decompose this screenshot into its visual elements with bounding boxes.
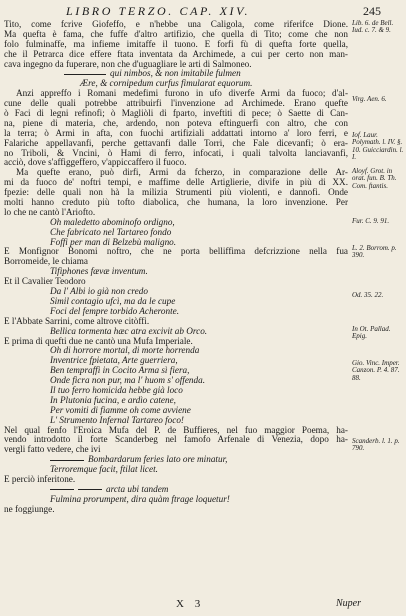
verse-line: In Plutonia fucina, e ardìo catene, [50, 395, 176, 405]
margin-note: Aloyf. Grot. in orat. fun. B. Th. Com. ftantis. [352, 167, 397, 190]
text-line: Tito, come fcrive Giofeffo, e n'hebbe una Caligola, come riferifce Dione. [4, 20, 348, 29]
margin-note: Scanderb. l. 1. p. 790. [352, 437, 400, 453]
text-line: cune delle quali potrebbe attribuirfi l'invenzione ad Archimede. Erano quefte [4, 99, 348, 109]
running-header [0, 4, 406, 20]
verse-line: Fulmina prorumpent, dira quàm ftrage loquetur! [50, 494, 230, 504]
text-line: E Monfignor Bonomi noftro, che ne porta belliffima defcrizzione nella fua [4, 247, 348, 257]
text-line: ne foggiunge. [4, 504, 55, 514]
text-line: ò Faci di legni refinofi; ò Magliòli di fparto, inveftiti di pece; ò Saette di Can- [4, 109, 348, 119]
running-title: LIBRO TERZO. CAP. XIV. [66, 4, 251, 18]
margin-note: Iof. Laur. Polymath. l. IV. §. 10. Guicciardin. l. I. [352, 131, 404, 162]
margin-note: Lib. 6. de Bell. Iud. c. 7. & 9. [352, 19, 394, 35]
verse-line: Il tuo ferro homicida hebbe già loco [50, 385, 183, 395]
omission-dash [64, 74, 106, 75]
verse-line: Terroremque facit, ftilat licet. [50, 465, 158, 475]
margin-note: L. 2. Borrom. p. 390. [352, 244, 397, 260]
text-line: E perciò inferitone. [4, 474, 76, 484]
verse-line: Da l' Albi io già non credo [50, 287, 148, 297]
verse-line: Che fabricato nel Tartareo fondo [50, 227, 172, 237]
verse-line: Oh maledetto abominofo ordigno, [50, 217, 175, 227]
margin-note: Od. 35. 22. [352, 291, 384, 299]
text-line: Ma quefta è fama, che fuffe d'altro artifizio, che quella di Tito; come che non [4, 29, 348, 39]
margin-note: In Ot. Pallad. Epig. [352, 325, 391, 341]
text-line: na, piene di materia, che, ardendo, non poteva eftinguerfi con altro, che con [4, 118, 348, 128]
text-line: acciò, dove s'affiggeffero, v'appiccaffero il fuoco. [4, 158, 187, 168]
text-line: vendo introdotto il forte Scanderbeg nel famofo Arfenale di Venezia, dopo ha- [4, 435, 348, 445]
margin-note: Gio. Vinc. Imper. Canzon. P. 4. 87. 88. [352, 359, 400, 382]
text-line: cava ingegno da fuperare, non che d'uguagliare le arti di Salmoneo. [4, 59, 252, 69]
margin-note: Virg. Aen. 6. [352, 95, 387, 103]
omission-dash [50, 460, 84, 461]
verse-line: Bellica tormenta hæc atra excivit ab Orco. [50, 326, 208, 336]
verse-line: arcta ubi tandem [4, 485, 348, 495]
catchword: Nuper [336, 598, 361, 609]
text-line: che il Petrarca dice effere ftata inventata da Archimede, a cui per certo non man- [4, 49, 348, 59]
verse-line: Foffi per man di Belzebù maligno. [50, 237, 177, 247]
text-line: folo fulminaffe, ma infieme imitaffe il tuono. E forfi fù di quefta forte quella, [4, 39, 348, 49]
text-line: fpezie: delle quali non hà la milizia Strumenti più violenti, e dannofi. Onde [4, 188, 348, 198]
text-line: Nel qual fenfo l'Eroica Mufa del P. de Buffieres, nel fuo maggior Poema, ha- [4, 425, 348, 435]
text-line: Et il Cavalier Teodoro [4, 277, 86, 287]
verse-line: Oh di horrore mortal, di morte horrenda [50, 346, 200, 356]
text-line: Falariche appellavanfi, perche gettavanfi dalle Torri, che Fale dicevanfi; ò era- [4, 138, 348, 148]
text-line: mi da fuoco de' noftri tempi, e maffime delle Artiglierie, divife in più di XX. [4, 178, 348, 188]
text-line: no Triboli, & Vncini, ò Hami di ferro, infocati, i quali talvolta lanciavanfi, [4, 148, 348, 158]
text-line: la terra; ò Armi in afta, con fuochi artifiziali addattati intorno a' loro ferri, e [4, 128, 348, 138]
omission-dash [50, 489, 74, 490]
verse-line: Bombardarum feries lato ore minatur, [4, 455, 348, 465]
omission-dash [78, 489, 102, 490]
text-line: E prima di quefti due ne cantò una Mufa Imperiale. [4, 336, 193, 346]
margin-note: Fur. C. 9. 91. [352, 217, 390, 225]
main-text [4, 20, 348, 515]
text-line: Anzi appreffo i Romani medefimi furono in ufo diverfe Armi da fuoco; d'al- [16, 89, 348, 99]
verse-line: Foci del fempre torbido Acheronte. [50, 306, 180, 316]
verse-line: Simil contagio ufcì, ma da le cupe [50, 296, 176, 306]
text-line: molti hanno creduto più tofto diabolica, che humana, la loro invenzione. Per [4, 198, 348, 208]
verse-line: Onde ficra non pur, ma l' huom s' offenda. [50, 376, 206, 386]
text-line: Ma quefte erano, può dirfi, Armi da fcherzo, in comparazione delle Ar- [16, 168, 348, 178]
text-line: lo che ne cantò l'Ariofto. [4, 207, 96, 217]
verse-line: Per vomiti di fiamme oh come avviene [50, 405, 191, 415]
text-line: E l'Abbate Sarrini, come altrove citòffi. [4, 316, 150, 326]
text-line: vergli fatto vedere, che ivi [4, 445, 101, 455]
page-footer [0, 596, 406, 614]
signature-mark: X 3 [176, 598, 205, 610]
verse-line: Inventrice fpietata, Arte guerriera, [50, 356, 178, 366]
text-line: Borromeide, le chiama [4, 257, 88, 267]
verse-line: Ben tempraffi in Cocito Arma sì fiera, [50, 366, 190, 376]
verse-line: qui nimbos, & non imitabile fulmen [4, 69, 348, 79]
verse-line: L' Strumento Infernal Tartareo foco! [50, 415, 184, 425]
verse-line: Tifiphones fævæ inventum. [50, 267, 148, 277]
page-number: 245 [363, 4, 381, 18]
verse-line: Ære, & cornipedum curfus fimularat equorum. [80, 79, 253, 89]
